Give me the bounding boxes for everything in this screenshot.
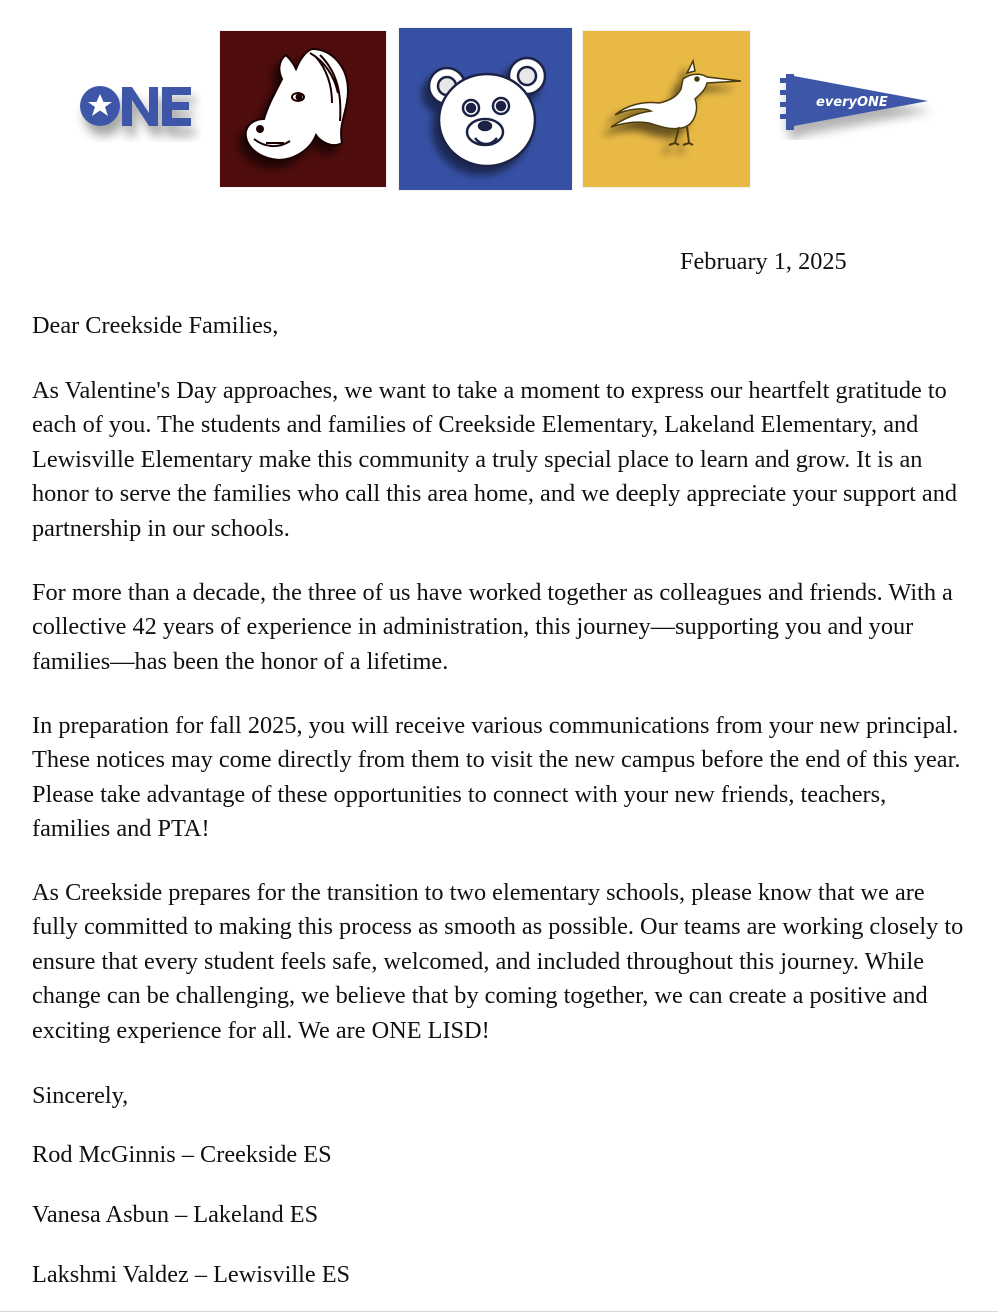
letter-closing: Sincerely, — [32, 1082, 129, 1109]
bear-mascot-icon — [399, 28, 572, 190]
letter-greeting: Dear Creekside Families, — [32, 312, 279, 339]
one-lisd-logo-icon — [70, 70, 205, 160]
letter-paragraph: As Creekside prepares for the transition to two elementary schools, please know that we are fully committed to making this process as smooth as possible. Our teams are working closely to ensure that every student feels safe, welcomed, and included throughout this journey. While change can be challenging, we believe that by coming together, we can create a positive and exciting experience for all. We are ONE LISD! — [32, 879, 964, 1044]
signature-line: Lakshmi Valdez – Lewisville ES — [32, 1261, 351, 1288]
letter-paragraph: For more than a decade, the three of us have worked together as colleagues and friends. With a collective 42 years of experience in administration, this journey—supporting you and your families—has been the honor of a lifetime. — [32, 579, 953, 675]
header-banner — [0, 0, 998, 200]
letter-date: February 1, 2025 — [680, 248, 847, 275]
letter-paragraph: In preparation for fall 2025, you will receive various communications from your new principal. These notices may come directly from them to visit the new campus before the end of this year. Please take advantage of these opportunities to connect with your new friends, teachers, families and PTA! — [32, 712, 961, 843]
horse-mascot-icon — [220, 31, 386, 187]
page-bottom-divider — [0, 1311, 998, 1312]
svg-text:everyONE: everyONE — [816, 95, 888, 110]
letter-paragraph: As Valentine's Day approaches, we want to take a moment to express our heartfelt gratitude to each of you. The students and families of Creekside Elementary, Lakeland Elementary, and Lewisville Elementary make this community a truly special place to learn and grow. It is an honor to serve the families who call this area home, and we deeply appreciate your support and partnership in our schools. — [32, 377, 957, 542]
roadrunner-mascot-icon — [583, 31, 750, 187]
everyone-pennant-icon — [778, 68, 938, 140]
signature-line: Vanesa Asbun – Lakeland ES — [32, 1201, 319, 1228]
signature-line: Rod McGinnis – Creekside ES — [32, 1141, 332, 1168]
